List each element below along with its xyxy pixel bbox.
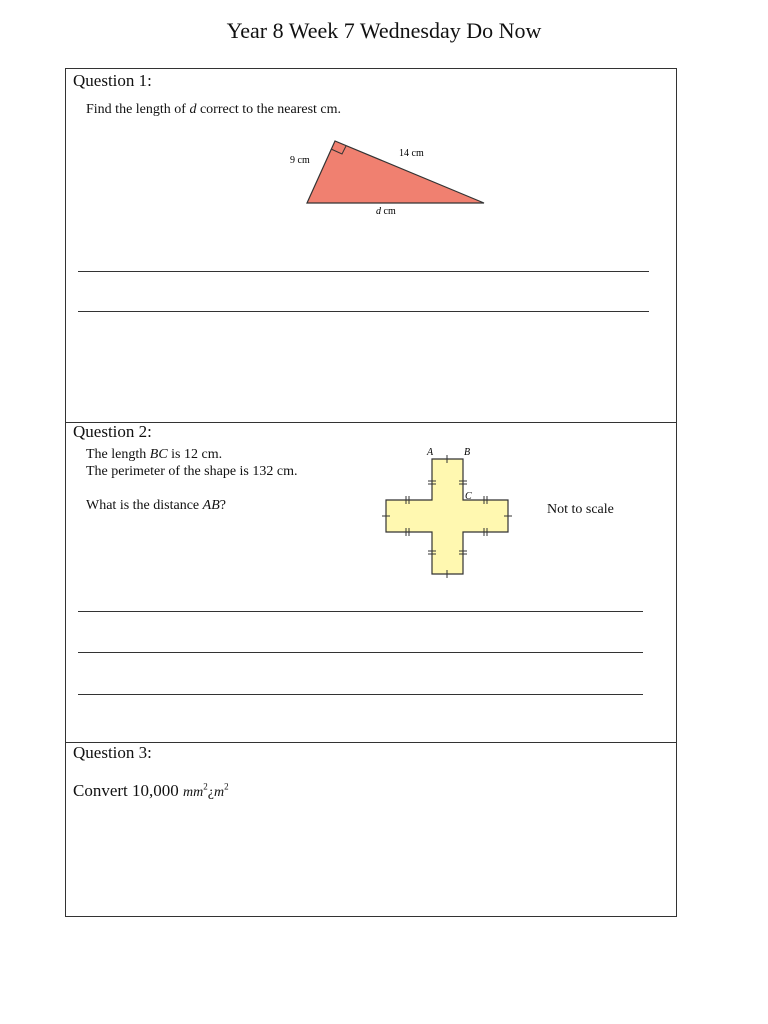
question-2-line-1: The length BC is 12 cm. (86, 447, 223, 462)
cross-shape (386, 459, 508, 574)
question-3-text: Convert 10,000 $mm^2¿m^2$ (73, 781, 229, 800)
question-2-line-2: The perimeter of the shape is 132 cm. (86, 464, 298, 479)
question-3-cell (66, 743, 676, 916)
question-3-label: Question 3: (73, 743, 152, 762)
not-to-scale-note: Not to scale (547, 502, 614, 517)
question-2-label: Question 2: (73, 422, 152, 441)
question-2-line-3: What is the distance AB? (86, 498, 226, 513)
answer-line[interactable] (78, 652, 643, 653)
side-label-d: d cm (376, 206, 396, 217)
question-2-cell (66, 422, 676, 743)
questions-table (65, 68, 677, 917)
side-label-9cm: 9 cm (290, 155, 310, 166)
point-label-a: A (427, 447, 434, 458)
answer-line[interactable] (78, 271, 649, 272)
point-label-b: B (464, 447, 471, 458)
question-1-label: Question 1: (73, 71, 152, 90)
answer-line[interactable] (78, 694, 643, 695)
question-1-text: Find the length of d correct to the nearest cm. (86, 102, 342, 117)
answer-line[interactable] (78, 311, 649, 312)
point-label-c: C (465, 491, 472, 502)
question-1-cell (66, 69, 676, 423)
page-title: Year 8 Week 7 Wednesday Do Now (226, 18, 542, 43)
answer-line[interactable] (78, 611, 643, 612)
triangle-diagram (66, 69, 676, 422)
side-label-14cm: 14 cm (399, 148, 424, 159)
